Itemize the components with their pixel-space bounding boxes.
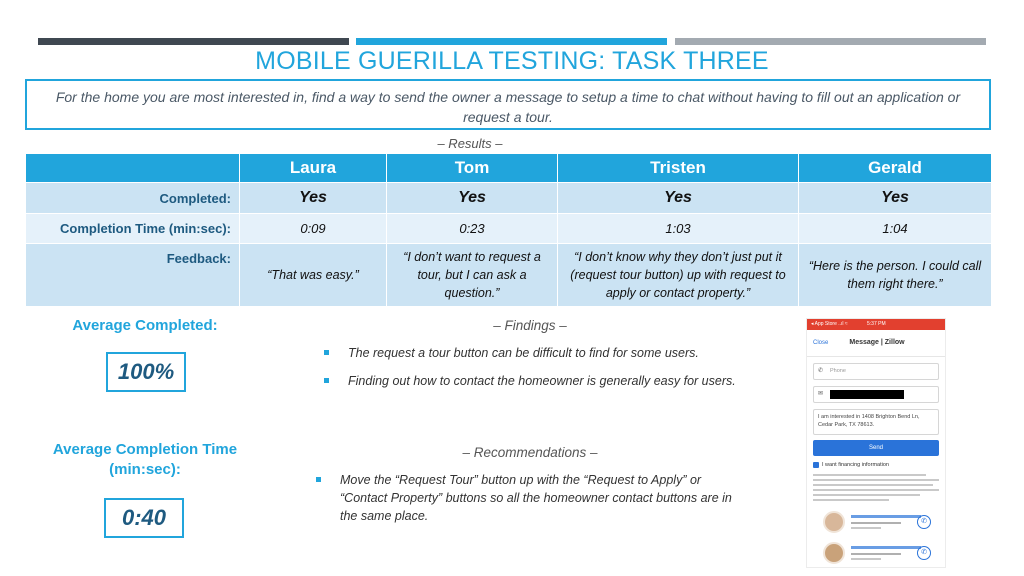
bullet-icon	[324, 378, 329, 383]
status-left: ◂ App Store ..ıl ≈	[811, 321, 848, 327]
financing-checkbox[interactable]	[813, 462, 939, 469]
agent-reviews	[851, 558, 881, 560]
feedback-cell: “I don’t want to request a tour, but I can ask a question.”	[387, 244, 558, 307]
slide-title: MOBILE GUERILLA TESTING: TASK THREE	[255, 47, 769, 75]
call-icon[interactable]: ✆	[917, 546, 931, 560]
average-time-value: 0:40	[104, 498, 184, 538]
results-table	[25, 153, 992, 307]
average-time-label: Average Completion Time (min:sec):	[52, 441, 238, 478]
bullet-icon	[324, 350, 329, 355]
findings-label: – Findings –	[493, 318, 567, 333]
feedback-cell: “That was easy.”	[240, 244, 387, 307]
time-cell: 1:04	[799, 214, 992, 244]
findings-list	[322, 344, 762, 400]
redacted-block	[830, 390, 904, 399]
row-label-time: Completion Time (min:sec):	[26, 214, 240, 244]
phone-placeholder: Phone	[830, 368, 846, 374]
recommendation-text: Move the “Request Tour” button up with the “Request to Apply” or “Contact Property” buttons so all the homeowner contact buttons are in the same place.	[340, 473, 732, 523]
list-item	[322, 372, 762, 390]
agent-rating	[851, 553, 901, 555]
participant-header: Tristen	[558, 154, 799, 183]
agent-name	[851, 546, 921, 549]
row-label-feedback: Feedback:	[26, 244, 240, 307]
phone-field[interactable]	[813, 363, 939, 380]
call-icon[interactable]: ✆	[917, 515, 931, 529]
time-cell: 0:23	[387, 214, 558, 244]
top-bar-blue	[356, 38, 667, 45]
completed-cell: Yes	[240, 183, 387, 214]
phone-status-bar	[807, 319, 945, 330]
time-cell: 0:09	[240, 214, 387, 244]
participant-header: Laura	[240, 154, 387, 183]
feedback-cell: “Here is the person. I could call them right there.”	[799, 244, 992, 307]
agent-name	[851, 515, 921, 518]
agent-card[interactable]	[813, 542, 939, 566]
list-item	[322, 344, 762, 362]
fine-print	[813, 474, 939, 504]
phone-nav-bar	[807, 330, 945, 357]
agent-reviews	[851, 527, 881, 529]
phone-screenshot	[806, 318, 946, 568]
time-cell: 1:03	[558, 214, 799, 244]
feedback-cell: “I don’t know why they don’t just put it (request tour button) up with request to apply or contact property.”	[558, 244, 799, 307]
results-label: – Results –	[437, 136, 503, 151]
task-description-box	[25, 79, 991, 130]
finding-text: Finding out how to contact the homeowner is generally easy for users.	[348, 374, 736, 388]
table-row	[26, 214, 992, 244]
table-row	[26, 244, 992, 307]
participant-header: Tom	[387, 154, 558, 183]
mail-icon: ✉	[818, 391, 824, 397]
task-description: For the home you are most interested in, find a way to send the owner a message to setup a time to chat without having to fill out an application or request a tour.	[55, 89, 961, 125]
recommendations-list	[314, 471, 744, 535]
average-completed-label: Average Completed:	[72, 317, 218, 334]
row-label-completed: Completed:	[26, 183, 240, 214]
table-header-row	[26, 154, 992, 183]
completed-cell: Yes	[387, 183, 558, 214]
phone-header-title: Message | Zillow	[849, 339, 905, 346]
agent-card[interactable]	[813, 511, 939, 535]
table-header-corner	[26, 154, 240, 183]
top-bar-grey	[675, 38, 986, 45]
completed-cell: Yes	[799, 183, 992, 214]
send-button[interactable]: Send	[813, 440, 939, 456]
checkbox-icon	[813, 462, 819, 468]
finding-text: The request a tour button can be difficult to find for some users.	[348, 346, 699, 360]
table-row	[26, 183, 992, 214]
bullet-icon	[316, 477, 321, 482]
email-field[interactable]	[813, 386, 939, 403]
participant-header: Gerald	[799, 154, 992, 183]
top-bar-dark	[38, 38, 349, 45]
status-time: 5:37 PM	[867, 321, 886, 327]
recommendations-label: – Recommendations –	[462, 445, 598, 460]
close-button[interactable]: Close	[813, 340, 829, 346]
avatar	[823, 511, 845, 533]
completed-cell: Yes	[558, 183, 799, 214]
avatar	[823, 542, 845, 564]
message-field[interactable]: I am interested in 1408 Brighton Bend Ln, Cedar Park, TX 78613.	[813, 409, 939, 435]
average-completed-value: 100%	[106, 352, 186, 392]
financing-label: I want financing information	[822, 462, 889, 468]
agent-rating	[851, 522, 901, 524]
phone-icon: ✆	[818, 368, 824, 374]
list-item	[314, 471, 744, 525]
